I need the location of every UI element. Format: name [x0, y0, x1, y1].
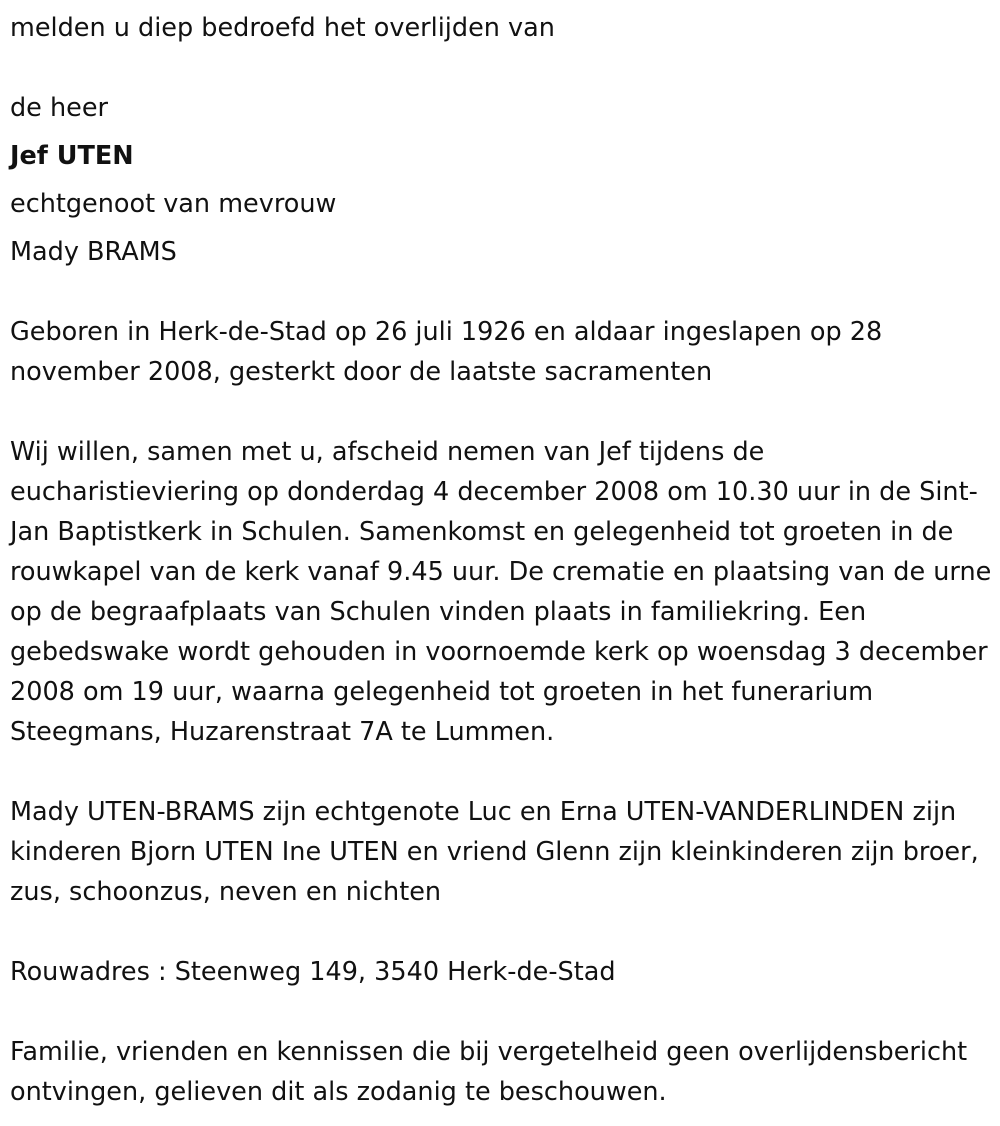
mourning-address: Rouwadres : Steenweg 149, 3540 Herk-de-Stad — [10, 957, 616, 987]
salutation-text: de heer — [10, 93, 109, 123]
spouse-name: Mady BRAMS — [10, 237, 177, 267]
deceased-name: Jef UTEN — [10, 141, 134, 171]
ceremony-paragraph: Wij willen, samen met u, afscheid nemen van Jef tijdens de eucharistieviering op donderdag 4 december 2008 om 10.30 uur in de Sint-Jan Baptistkerk in Schulen. Samenkomst en gelegenheid tot groeten in de rouwkapel van de kerk vanaf 9.45 uur. De crematie en plaatsing van de urne op de begraafplaats van Schulen vinden plaats in familiekring. Een gebedswake wordt gehouden in voornoemde kerk op woensdag 3 december 2008 om 19 uur, waarna gelegenheid tot groeten in het funerarium Steegmans, Huzarenstraat 7A te Lummen. — [10, 437, 992, 747]
closing-paragraph: Familie, vrienden en kennissen die bij vergetelheid geen overlijdensbericht ontvingen, gelieven dit als zodanig te beschouwen. — [10, 1037, 968, 1107]
birth-death-paragraph: Geboren in Herk-de-Stad op 26 juli 1926 en aldaar ingeslapen op 28 november 2008, gesterkt door de laatste sacramenten — [10, 317, 883, 387]
intro-text: melden u diep bedroefd het overlijden van — [10, 13, 555, 43]
spouse-label: echtgenoot van mevrouw — [10, 189, 337, 219]
family-paragraph: Mady UTEN-BRAMS zijn echtgenote Luc en Erna UTEN-VANDERLINDEN zijn kinderen Bjorn UTEN Ine UTEN en vriend Glenn zijn kleinkinderen zijn broer, zus, schoonzus, neven en nichten — [10, 797, 979, 907]
